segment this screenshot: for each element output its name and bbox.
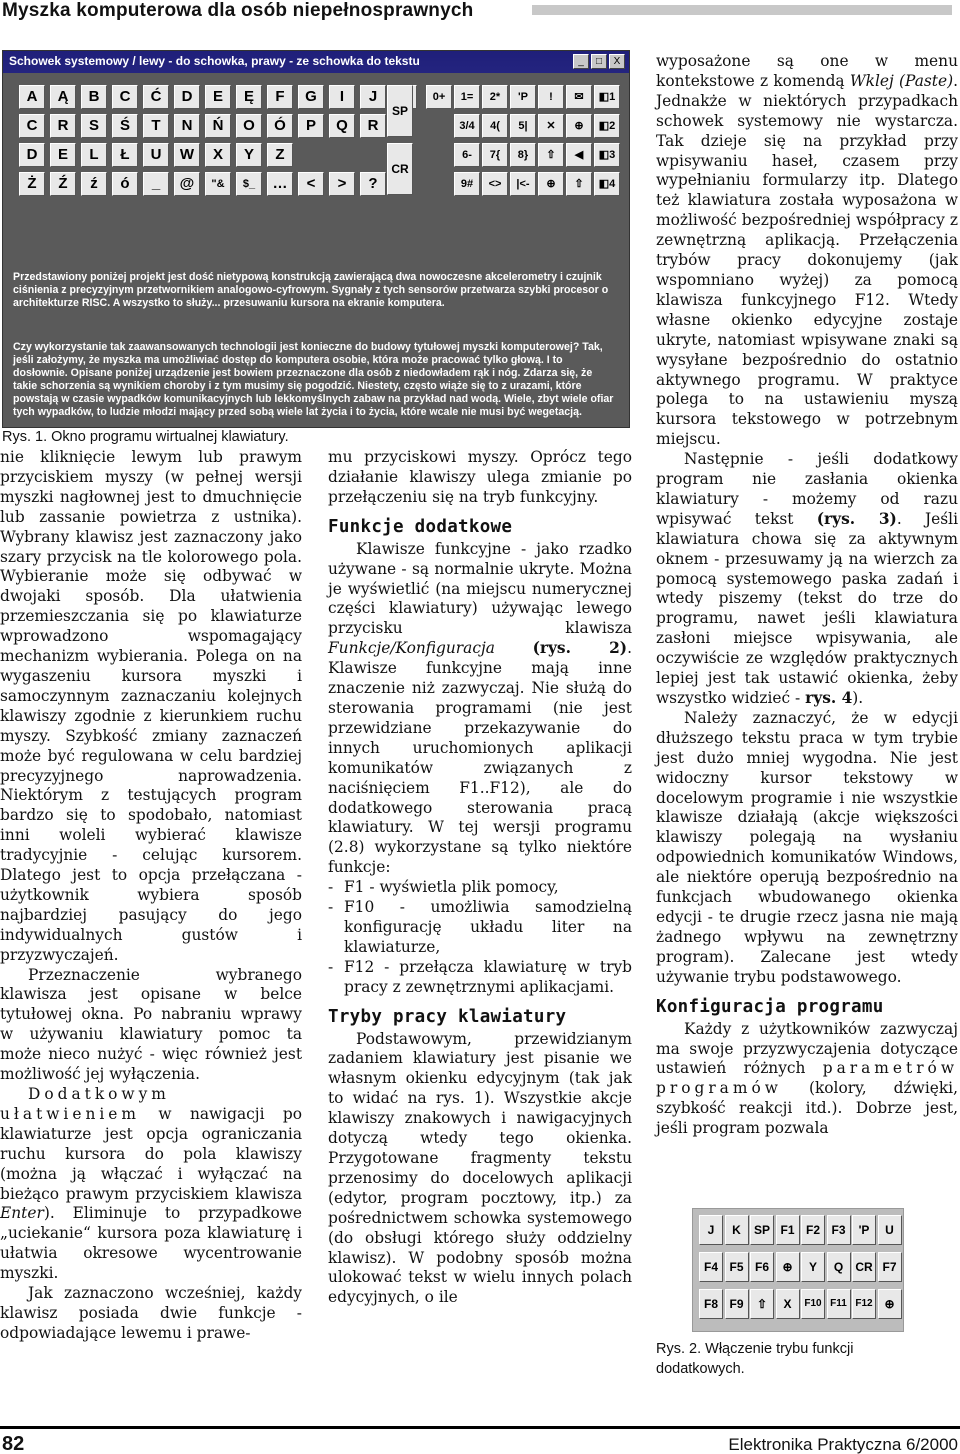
keyboard-key[interactable]: E <box>50 143 76 167</box>
list-item <box>328 958 632 998</box>
keyboard-key[interactable]: > <box>329 172 355 196</box>
paragraph: nie kliknięcie lewym lub prawym przyciskiem myszy (w pełnej wersji myszki nagłownej jest to dmuchnięcie lub zassanie powietrza z ustnika). Wybrany klawisz jest zaznaczony jako szary przycisk na tle kolorowego pola. Wybieranie może się odbywać w dwojaki sposób. Dla ułatwienia przemieszczania się po klawiaturze wprowadzono wspomagający mechanizm wybierania. Polega on na wygaszeniu kursora myszki i samoczynnym zaznaczaniu kolejnych klawiszy zgodnie z kierunkiem ruchu myszy. Szybkość zmiany zaznaczeń może być regulowana w celu bardziej precyzyjnego naprowadzenia. Niektórym z testujących program bardzo się to spodobało, natomiast inni woleli wybierać klawisze tradycyjnie - celując kursorem. Dlatego jest to opcja przełączana - użytkownik wybiera sposób najbardziej pasujący do jego indywidualnych gustów i przyzwyczajeń. <box>0 448 302 964</box>
keyboard-key[interactable]: P <box>298 114 324 138</box>
keyboard-key[interactable]: ◧3 <box>594 143 620 167</box>
function-key[interactable]: K <box>725 1215 749 1245</box>
keyboard-key[interactable]: < <box>298 172 324 196</box>
section-heading: Konfiguracja programu <box>656 996 884 1017</box>
figure-function-keys <box>692 1208 904 1332</box>
function-list <box>328 878 632 997</box>
list-dash: - <box>328 898 334 917</box>
section-heading: Tryby pracy klawiatury <box>328 1006 567 1027</box>
text-run: ). Eliminuje to przypadkowe „uciekanie“ kursora poza klawiaturę i ułatwia okresowe wycentrowanie myszki. <box>0 1204 302 1283</box>
keyboard-key[interactable]: 'P <box>510 85 536 109</box>
keyboard-key[interactable]: I <box>329 85 355 109</box>
keyboard-key[interactable]: ✉ <box>566 85 592 109</box>
keyboard-key[interactable]: Ó <box>267 114 293 138</box>
function-key[interactable]: F6 <box>750 1252 774 1282</box>
list-dash: - <box>328 878 334 897</box>
close-icon[interactable]: X <box>609 54 625 69</box>
edit-box-text-2: Czy wykorzystanie tak zaawansowanych technologii jest konieczne do budowy tytułowej myszki komputerowej? Tak, jeśli założymy, że myszka ma umożliwiać dostęp do komputera osobie, która może pracować tylko głową. I to dosłownie. Opisane poniżej urządzenie jest bowiem przeznaczone dla osób z niedowładem rąk i nóg. Zdarza się, że takie schorzenia są wynikiem choroby i z tym musimy się pogodzić. Niestety, często wiąże się to z urazami, które powstają w czasie wypadków komunikacyjnych lub lekkomyślnych zabaw na przykład nad wodą. Wiele, zbyt wiele ofiar tych wypadków, to ludzie młodzi mający przed sobą wiele lat życia i to życia, które wcale nie musi być wegetacją. <box>13 341 614 418</box>
function-key[interactable]: F11 <box>827 1289 851 1319</box>
function-key[interactable]: F4 <box>699 1252 723 1282</box>
paragraph <box>656 1020 958 1139</box>
keyboard-key[interactable]: J <box>360 85 386 109</box>
text-run: . Jednakże w niektórych przypadkach schowek systemowy nie wystarcza. Tak dzieje się na przykład przy wpisywaniu haseł, czasem przy wypełnianiu formularzy itp. Dlatego też klawiatura została wyposażona w możliwość bezpośredniej współpracy z zewnętrzną aplikacją. Przełączenia trybów pracy dokonujemy (jak wspomniano wyżej) za pomocą klawisza funkcyjnego F12. Wtedy własne okienko edycyjne zostaje ukryte, natomiast wpisywane znaki są wysyłane bezpośrednio do ostatnio aktywnego programu. W praktyce polega to na ustawieniu myszą kursora tekstowego w potrzebnym miejscu. <box>656 71 958 449</box>
function-key[interactable]: U <box>878 1215 902 1245</box>
function-key[interactable]: F12 <box>852 1289 876 1319</box>
keyboard-key[interactable]: Ż <box>19 172 45 196</box>
text-run: Każdy z użytkowników zazwyczaj ma swoje przyzwyczajenia dotyczące ustawień różnych <box>656 1019 958 1078</box>
keyboard-key[interactable]: Ą <box>50 85 76 109</box>
paragraph <box>656 450 958 709</box>
paragraph: Należy zaznaczyć, że w edycji dłuższego tekstu praca w tym trybie jest dużo mniej wygodna. Nie jest widoczny kursor tekstowy w docelowym programie i nie wszystkie klawisze działają (akcje większości klawiszy polegają na wysłaniu odpowiednich komunikatów Windows, ale niektóre operują bezpośrednio na funkcjach wbudowanego okienka edycji - te drugie rzecz jasna nie mają żadnego wpływu na zewnętrzny program). Zalecane jest wtedy używanie trybu podstawowego. <box>656 708 958 986</box>
function-key[interactable]: F2 <box>801 1215 825 1245</box>
keyboard-key[interactable]: Ź <box>50 172 76 196</box>
keyboard-key[interactable]: Ś <box>112 114 138 138</box>
text-run: (kolory, dźwięki, szybkość reakcji itd.). Dobrze jest, jeśli program pozwala <box>656 1079 958 1138</box>
keyboard-key[interactable]: ◧4 <box>594 172 620 196</box>
keyboard-key[interactable]: R <box>50 114 76 138</box>
page-number: 82 <box>2 1433 25 1454</box>
keyboard-key[interactable]: 4( <box>482 114 508 138</box>
keyboard-key[interactable]: ⊕ <box>538 172 564 196</box>
text-run: . Klawisze funkcyjne mają inne znaczenie niż zazwyczaj. Nie służą do sterowania programami (nie jest przewidziane przekazywanie do innych uruchomionych aplikacji komunikatów związanych z naciśnięciem F1..F12), ale do dodatkowego sterowania pracą klawiatury. W tej wersji programu (2.8) wykorzystane są tylko niektóre funkcje: <box>328 639 632 877</box>
keyboard-key[interactable]: R <box>360 114 386 138</box>
keyboard-key[interactable]: 8} <box>510 143 536 167</box>
keyboard-key[interactable]: ⇧ <box>566 172 592 196</box>
keyboard-key[interactable]: ◧2 <box>594 114 620 138</box>
keyboard-key[interactable]: 1= <box>454 85 480 109</box>
figure-ref: (rys. 2) <box>532 639 628 658</box>
keyboard-key[interactable]: G <box>298 85 324 109</box>
keyboard-key[interactable]: X <box>205 143 231 167</box>
keyboard-key[interactable]: D <box>174 85 200 109</box>
function-key[interactable]: Q <box>827 1252 851 1282</box>
keyboard-key[interactable]: E <box>205 85 231 109</box>
keyboard-key[interactable]: A <box>19 85 45 109</box>
italic-text: Enter <box>0 1204 44 1223</box>
keyboard-key[interactable]: Ń <box>205 114 231 138</box>
figure2-caption-line2: dodatkowych. <box>656 1361 745 1377</box>
function-key[interactable]: F9 <box>725 1289 749 1319</box>
paragraph <box>656 52 958 450</box>
figure-ref: rys. 4 <box>805 689 853 707</box>
keyboard-key[interactable]: B <box>81 85 107 109</box>
keyboard-key[interactable]: W <box>174 143 200 167</box>
keyboard-key[interactable]: ! <box>538 85 564 109</box>
keyboard-key[interactable]: ⇧ <box>538 143 564 167</box>
paragraph <box>0 1085 302 1284</box>
function-key[interactable]: X <box>776 1289 800 1319</box>
function-key[interactable]: F3 <box>827 1215 851 1245</box>
running-title: Myszka komputerowa dla osób niepełnosprawnych <box>2 0 474 21</box>
figure1-caption: Rys. 1. Okno programu wirtualnej klawiatury. <box>2 429 289 445</box>
keyboard-key[interactable]: L <box>81 143 107 167</box>
keyboard-key[interactable]: 9# <box>454 172 480 196</box>
spaced-text: parametrów programów <box>656 1059 958 1098</box>
keyboard-key[interactable]: S <box>81 114 107 138</box>
list-item <box>328 898 632 958</box>
keyboard-key[interactable]: C <box>112 85 138 109</box>
keyboard-key[interactable]: D <box>19 143 45 167</box>
paragraph <box>328 540 632 878</box>
keyboard-key[interactable]: 3/4 <box>454 114 480 138</box>
function-key[interactable]: F1 <box>776 1215 800 1245</box>
function-key[interactable]: F5 <box>725 1252 749 1282</box>
italic-text: Funkcje/Konfiguracja <box>328 639 495 658</box>
function-key[interactable]: 'P <box>852 1215 876 1245</box>
figure-virtual-keyboard <box>2 50 630 428</box>
text-run: wyposażone są one w menu kontekstowe z komendą <box>656 52 958 90</box>
keyboard-key[interactable]: … <box>267 172 293 196</box>
list-dash: - <box>328 957 334 976</box>
keyboard-key[interactable]: 7{ <box>482 143 508 167</box>
figure2-caption-line1: Rys. 2. Włączenie trybu funkcji <box>656 1341 854 1357</box>
journal-name: Elektronika Praktyczna 6/2000 <box>728 1435 958 1454</box>
function-key[interactable]: F10 <box>801 1289 825 1319</box>
keyboard-key[interactable]: ◧1 <box>594 85 620 109</box>
page-header <box>0 0 960 26</box>
column-left <box>0 448 302 1344</box>
paragraph: Jak zaznaczono wcześniej, każdy klawisz posiada dwie funkcje - odpowiadające lewemu i prawe- <box>0 1284 302 1342</box>
enter-key[interactable]: CR <box>387 143 413 195</box>
function-key[interactable]: SP <box>750 1215 774 1245</box>
text-run: w nawigacji po klawiaturze jest opcja ograniczania ruchu kursora do pola klawiszy (można ją włączać i wyłączać na bieżąco prawym przyciskiem klawisza <box>0 1104 302 1203</box>
keyboard-key[interactable]: N <box>174 114 200 138</box>
function-key[interactable]: Y <box>801 1252 825 1282</box>
text-run: Następnie - jeśli dodatkowy program nie zasłania okienka klawiatury - możemy od razu wpisywać tekst <box>656 450 958 528</box>
keyboard-key[interactable]: Y <box>236 143 262 167</box>
keyboard-key[interactable]: ◀ <box>566 143 592 167</box>
keyboard-key[interactable]: T <box>143 114 169 138</box>
window-controls <box>573 54 625 69</box>
keyboard-key[interactable]: Q <box>329 114 355 138</box>
keyboard-key[interactable]: ó <box>112 172 138 196</box>
keyboard-key[interactable]: O <box>236 114 262 138</box>
keyboard-key[interactable]: Z <box>267 143 293 167</box>
text-run: . Jeśli klawiatura chowa się za aktywnym oknem - przesuwamy ją na wierzch za pomocą systemowego paska zadań i wtedy piszemy (tekst do trze do programu, nawet jeśli klawiatura zasłoni miejsce wpisywania, ale oczywiście ze względów praktycznych lepiej jest tak ustawić okienka, żeby wszystko widzieć - <box>656 509 958 707</box>
figure-ref: (rys. 3) <box>816 509 897 528</box>
text-run: Klawisze funkcyjne - jako rzadko używane - są normalnie ukryte. Można je wyświetlić (na miejscu numerycznej części klawiatury) używając lewego przycisku klawisza <box>328 539 632 638</box>
keyboard-key[interactable]: ⊕ <box>566 114 592 138</box>
column-right <box>656 52 958 1139</box>
keyboard-key[interactable]: $_ <box>236 172 262 196</box>
text-run: ). <box>852 689 864 707</box>
function-key[interactable]: CR <box>852 1252 876 1282</box>
spaced-text: Dodatkowym ułatwieniem <box>0 1085 170 1123</box>
window-title: Schowek systemowy / lewy - do schowka, prawy - ze schowka do tekstu <box>9 54 420 68</box>
minimize-icon[interactable]: _ <box>573 54 589 69</box>
page-footer <box>0 1426 960 1454</box>
function-key[interactable]: ⊕ <box>776 1252 800 1282</box>
keyboard-key[interactable]: C <box>19 114 45 138</box>
keyboard-key[interactable]: Ę <box>236 85 262 109</box>
list-text: F1 - wyświetla plik pomocy, <box>344 878 559 897</box>
keyboard-key[interactable]: "& <box>205 172 231 196</box>
header-rule <box>532 5 952 15</box>
paragraph: mu przyciskowi myszy. Oprócz tego działanie klawiszy ulega zmianie po przełączeniu się na tryb funkcyjny. <box>328 448 632 506</box>
keyboard-key[interactable]: F <box>267 85 293 109</box>
paragraph: Podstawowym, przewidzianym zadaniem klawiatury jest pisanie we własnym okienku edycyjnym (tak jak to widać na rys. 1). Wszystkie akcje klawiszy znakowych i nawigacyjnych dotyczą wtedy tego okienka. Przygotowane fragmenty tekstu przenosimy do docelowych aplikacji (edytor, program pocztowy, itp.) za pośrednictwem schowka systemowego (do obsługi którego służy oddzielny klawisz). W podobny sposób można ulokować tekst w wielu innych polach edycyjnych, o ile <box>328 1029 632 1307</box>
keyboard-key[interactable]: U <box>143 143 169 167</box>
section-heading: Funkcje dodatkowe <box>328 516 513 537</box>
list-text: F12 - przełącza klawiaturę w tryb pracy z zewnętrznymi aplikacjami. <box>344 957 632 996</box>
list-text: F10 - umożliwia samodzielną konfigurację układu liter na klawiaturze, <box>344 898 632 956</box>
column-middle <box>328 448 632 1308</box>
edit-box-text-1: Przedstawiony poniżej projekt jest dość nietypową konstrukcją zawierającą dwa nowoczesne akcelerometry i czujnik ciśnienia z precyzyjnym przetwornikiem analogowo-cyfrowym. Sygnały z tych sensorów przetwarza szybki procesor o architekturze RISC. A wszystko to służy... przesuwaniu kursora na ekranie komputera. <box>13 271 609 309</box>
maximize-icon[interactable]: □ <box>591 54 607 69</box>
paragraph: Przeznaczenie wybranego klawisza jest opisane w belce tytułowej okna. Po nabraniu wprawy w używaniu klawiatury pomoc ta może nieco nużyć - więc również jest możliwość jej wyłączenia. <box>0 965 302 1084</box>
function-key[interactable]: ⊕ <box>878 1289 902 1319</box>
keyboard-key[interactable]: Ł <box>112 143 138 167</box>
space-key[interactable]: SP <box>387 85 413 137</box>
keyboard-key[interactable]: ź <box>81 172 107 196</box>
keyboard-key[interactable]: 0+ <box>426 85 452 109</box>
function-key[interactable]: F7 <box>878 1252 902 1282</box>
keyboard-key[interactable]: 6- <box>454 143 480 167</box>
keyboard-key[interactable]: ? <box>360 172 386 196</box>
list-item <box>328 878 632 898</box>
italic-text: Wklej (Paste) <box>849 71 954 90</box>
function-key[interactable]: F8 <box>699 1289 723 1319</box>
function-key[interactable]: J <box>699 1215 723 1245</box>
keyboard-key[interactable]: 2* <box>482 85 508 109</box>
keyboard-key[interactable]: 5| <box>510 114 536 138</box>
keyboard-key[interactable]: <> <box>482 172 508 196</box>
keyboard-key[interactable]: _ <box>143 172 169 196</box>
keyboard-key[interactable]: Ć <box>143 85 169 109</box>
keyboard-key[interactable]: ✕ <box>538 114 564 138</box>
keyboard-key[interactable]: |<- <box>510 172 536 196</box>
window-titlebar <box>3 51 629 73</box>
function-key[interactable]: ⇧ <box>750 1289 774 1319</box>
keyboard-key[interactable]: @ <box>174 172 200 196</box>
